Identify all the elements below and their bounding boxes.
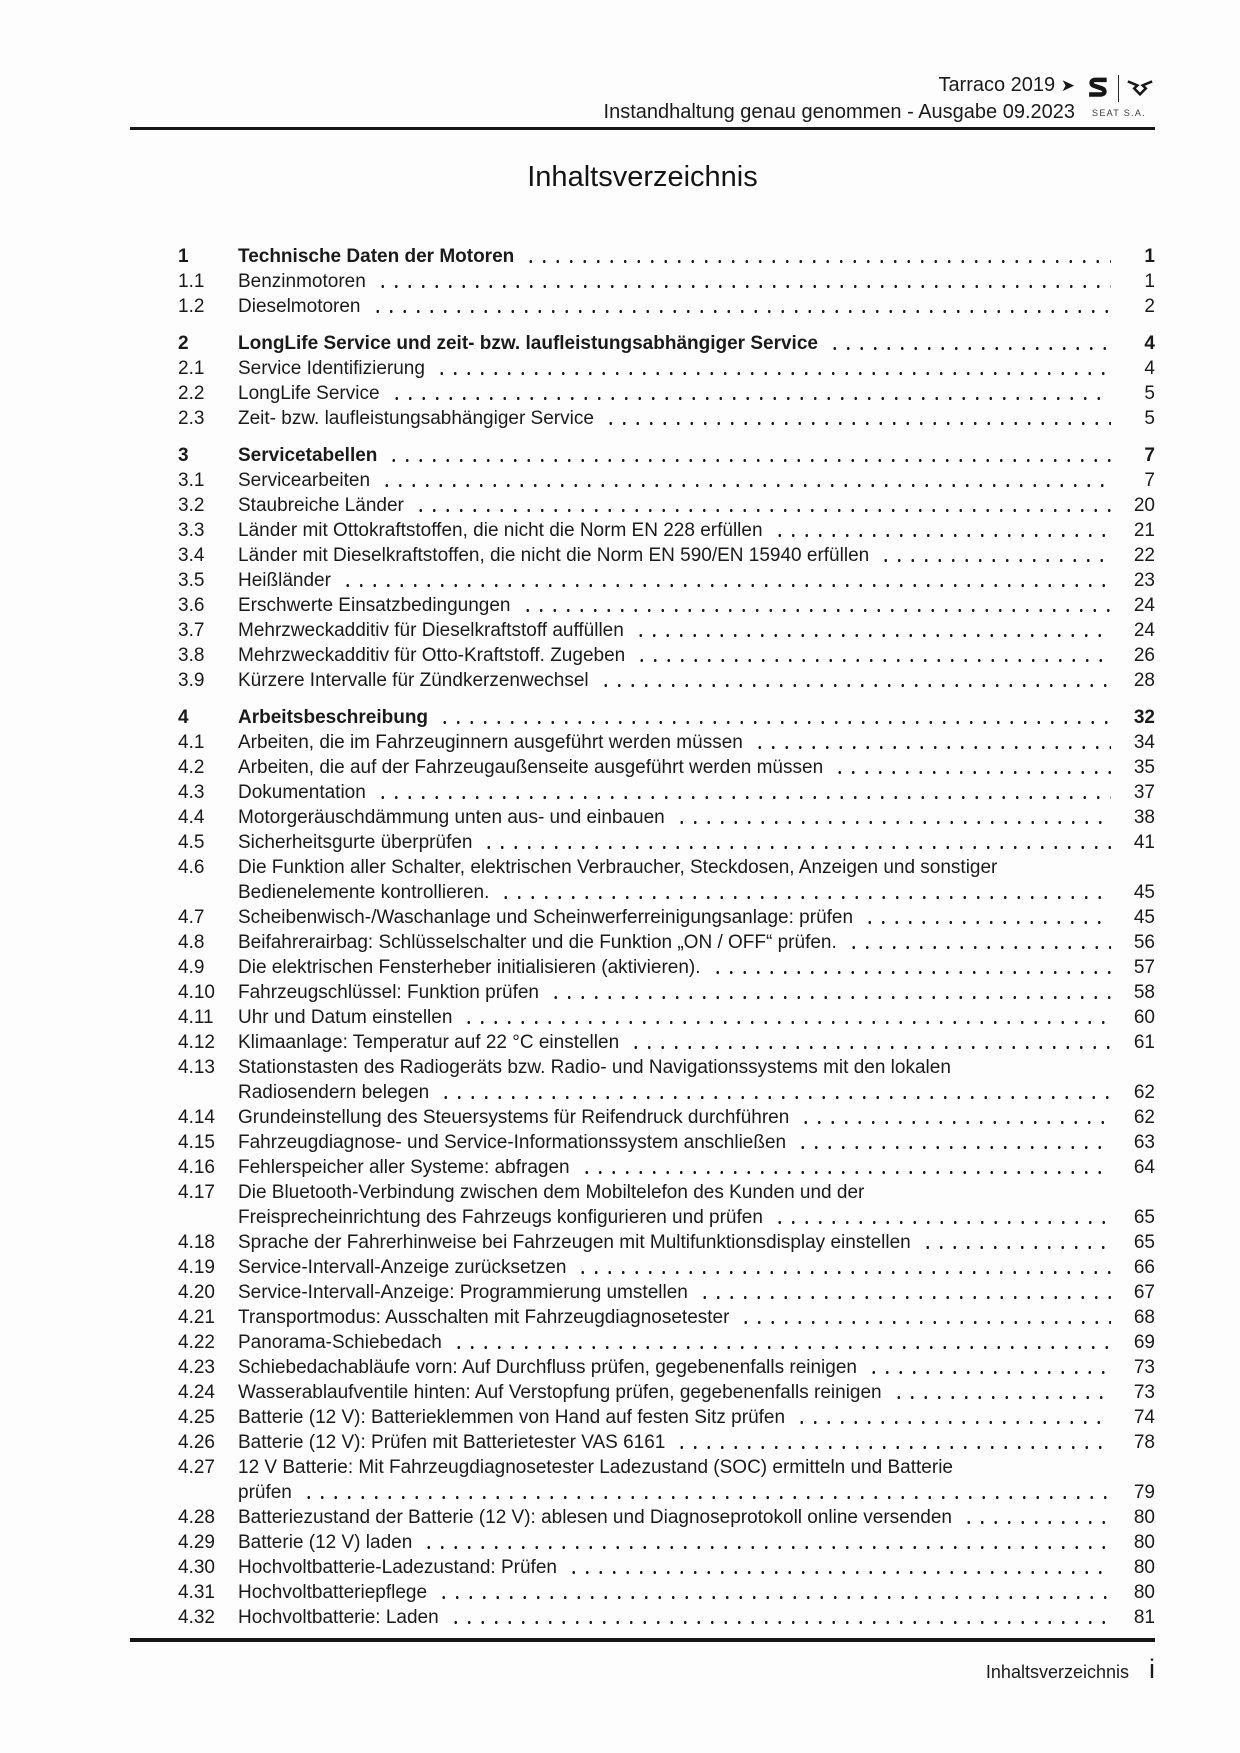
arrow-right-icon: ➤	[1060, 76, 1075, 95]
toc-entry-line	[130, 1080, 1155, 1105]
dot-leader	[414, 508, 1111, 513]
toc-entry-title: Hochvoltbatteriepflege	[238, 1582, 428, 1603]
toc-entry-title: Servicetabellen	[238, 445, 378, 466]
dot-leader	[449, 1620, 1111, 1625]
toc-entry-title: Dokumentation	[238, 782, 366, 803]
toc-entry-title: Technische Daten der Motoren	[238, 246, 515, 267]
toc-entry-number: 4.32	[178, 1607, 215, 1628]
dot-leader	[795, 1420, 1111, 1425]
dot-leader	[879, 558, 1111, 563]
toc-entry-line	[130, 294, 1155, 319]
toc-entry-page: 80	[1133, 1532, 1155, 1553]
toc-entry-line	[130, 855, 1155, 880]
toc-entry-page: 56	[1133, 932, 1155, 953]
toc-entry-page: 24	[1133, 620, 1155, 641]
toc-entry-page: 73	[1133, 1357, 1155, 1378]
toc-entry-line	[130, 643, 1155, 668]
toc-entry-number: 3.7	[178, 620, 205, 641]
toc-entry-line	[130, 443, 1155, 468]
toc-entry-page: 35	[1133, 757, 1155, 778]
toc-entry-line	[130, 755, 1155, 780]
toc-entry-line	[130, 1430, 1155, 1455]
toc-entry-number: 3.5	[178, 570, 205, 591]
toc-entry-page: 80	[1133, 1582, 1155, 1603]
toc-entry-title: Hochvoltbatterie: Laden	[238, 1607, 439, 1628]
dot-leader	[437, 1595, 1111, 1600]
toc-entry-title: LongLife Service und zeit- bzw. laufleistungsabhängiger Service	[238, 333, 818, 354]
table-of-contents	[130, 232, 1155, 1630]
dot-leader	[435, 371, 1111, 376]
toc-entry-page: 80	[1133, 1557, 1155, 1578]
dot-leader	[753, 745, 1111, 750]
toc-entry-title: Radiosendern belegen	[238, 1082, 430, 1103]
toc-entry-number: 4.8	[178, 932, 205, 953]
toc-entry-title: Mehrzweckadditiv für Dieselkraftstoff auffüllen	[238, 620, 624, 641]
dot-leader	[635, 658, 1111, 663]
brand-block	[1082, 73, 1156, 118]
toc-entry-page: 69	[1133, 1332, 1155, 1353]
dot-leader	[675, 1445, 1111, 1450]
toc-entry-number: 4.5	[178, 832, 205, 853]
toc-entry-page: 34	[1133, 732, 1155, 753]
toc-entry-page: 60	[1133, 1007, 1155, 1028]
toc-entry-page: 45	[1133, 907, 1155, 928]
toc-entry-line	[130, 618, 1155, 643]
toc-entry-number: 4.29	[178, 1532, 215, 1553]
page-title: Inhaltsverzeichnis	[527, 161, 758, 193]
toc-entry-line	[130, 1505, 1155, 1530]
dot-leader	[380, 483, 1111, 488]
dot-leader	[867, 1370, 1111, 1375]
toc-entry-line	[130, 955, 1155, 980]
toc-entry-page: 4	[1144, 358, 1155, 379]
toc-entry-page: 37	[1133, 782, 1155, 803]
toc-entry-number: 4.24	[178, 1382, 215, 1403]
dot-leader	[828, 346, 1111, 351]
toc-entry-page: 68	[1133, 1307, 1155, 1328]
dot-leader	[371, 309, 1112, 314]
toc-entry-line	[130, 830, 1155, 855]
dot-leader	[376, 795, 1111, 800]
toc-entry-title: Motorgeräuschdämmung unten aus- und einbauen	[238, 807, 665, 828]
dot-leader	[576, 1270, 1111, 1275]
toc-entry-page: 28	[1133, 670, 1155, 691]
footer-page-number: i	[1149, 1654, 1155, 1684]
toc-entry-page: 78	[1133, 1432, 1155, 1453]
toc-entry-page: 22	[1133, 545, 1155, 566]
toc-entry-line	[130, 1105, 1155, 1130]
toc-entry-title: Schiebedachabläufe vorn: Auf Durchfluss prüfen, gegebenenfalls reinigen	[238, 1357, 857, 1378]
toc-entry-page: 38	[1133, 807, 1155, 828]
toc-entry-line	[130, 805, 1155, 830]
dot-leader	[847, 945, 1111, 950]
toc-entry-number: 4.15	[178, 1132, 215, 1153]
toc-entry-line	[130, 1580, 1155, 1605]
dot-leader	[604, 421, 1111, 426]
toc-entry-page: 61	[1133, 1032, 1155, 1053]
toc-entry-line	[130, 1380, 1155, 1405]
toc-entry-line	[130, 1355, 1155, 1380]
page-footer	[130, 1654, 1155, 1685]
toc-entry-number: 4.28	[178, 1507, 215, 1528]
toc-entry-number: 4.17	[178, 1182, 215, 1203]
toc-entry-page: 24	[1133, 595, 1155, 616]
toc-entry-line	[130, 930, 1155, 955]
toc-entry-line	[130, 381, 1155, 406]
toc-entry-number: 3.1	[178, 470, 205, 491]
toc-entry-line	[130, 1605, 1155, 1630]
toc-entry-number: 1.1	[178, 271, 205, 292]
dot-leader	[833, 770, 1111, 775]
toc-entry-title: Transportmodus: Ausschalten mit Fahrzeugdiagnosetester	[238, 1307, 730, 1328]
toc-entry-number: 4.14	[178, 1107, 215, 1128]
toc-entry-number: 3.3	[178, 520, 205, 541]
dot-leader	[921, 1245, 1111, 1250]
dot-leader	[302, 1495, 1111, 1500]
toc-entry-line	[130, 668, 1155, 693]
brand-logos	[1082, 73, 1156, 103]
toc-entry-page: 58	[1133, 982, 1155, 1003]
toc-entry-title: Die elektrischen Fensterheber initialisieren (aktivieren).	[238, 957, 701, 978]
toc-entry-line	[130, 730, 1155, 755]
toc-entry-title: Fahrzeugschlüssel: Funktion prüfen	[238, 982, 539, 1003]
toc-entry-number: 2.2	[178, 383, 205, 404]
toc-entry-number: 4.20	[178, 1282, 215, 1303]
toc-entry-number: 4.18	[178, 1232, 215, 1253]
toc-entry-number: 4.3	[178, 782, 205, 803]
toc-entry-line	[130, 1330, 1155, 1355]
dot-leader	[711, 970, 1111, 975]
toc-entry-number: 4.1	[178, 732, 205, 753]
toc-entry-title: Klimaanlage: Temperatur auf 22 °C einstellen	[238, 1032, 620, 1053]
toc-entry-title: Batteriezustand der Batterie (12 V): ablesen und Diagnoseprotokoll online versenden	[238, 1507, 953, 1528]
toc-entry-title: prüfen	[238, 1482, 292, 1503]
header-subtitle: Instandhaltung genau genommen - Ausgabe 09.2023	[603, 101, 1075, 123]
header-rule	[130, 127, 1155, 130]
dot-leader	[962, 1520, 1111, 1525]
header-model: Tarraco 2019	[938, 74, 1056, 96]
toc-entry-line	[130, 1555, 1155, 1580]
toc-entry-line	[130, 1130, 1155, 1155]
toc-entry-line	[130, 1305, 1155, 1330]
dot-leader	[675, 820, 1111, 825]
dot-leader	[499, 895, 1111, 900]
toc-entry-line	[130, 1180, 1155, 1205]
toc-entry-title: Länder mit Dieselkraftstoffen, die nicht die Norm EN 590/EN 15940 erfüllen	[238, 545, 870, 566]
toc-entry-line	[130, 1055, 1155, 1080]
brand-company-name: SEAT S.A.	[1092, 108, 1146, 118]
dot-leader	[567, 1570, 1111, 1575]
toc-entry-number: 4.9	[178, 957, 205, 978]
toc-entry-page: 65	[1133, 1232, 1155, 1253]
toc-entry-number: 4.30	[178, 1557, 215, 1578]
toc-entry-line	[130, 780, 1155, 805]
page-header-text	[604, 72, 1075, 126]
toc-entry-title: Sprache der Fahrerhinweise bei Fahrzeugen mit Multifunktionsdisplay einstellen	[238, 1232, 911, 1253]
dot-leader	[387, 458, 1111, 463]
toc-entry-line	[130, 1530, 1155, 1555]
dot-leader	[521, 608, 1111, 613]
toc-entry-title: Fahrzeugdiagnose- und Service-Informationssystem anschließen	[238, 1132, 787, 1153]
toc-entry-page: 32	[1133, 707, 1155, 728]
dot-leader	[482, 845, 1111, 850]
toc-entry-page: 64	[1133, 1157, 1155, 1178]
toc-entry-title: Staubreiche Länder	[238, 495, 404, 516]
toc-entry-page: 73	[1133, 1382, 1155, 1403]
dot-leader	[524, 259, 1111, 264]
toc-entry-title: Fehlerspeicher aller Systeme: abfragen	[238, 1157, 570, 1178]
toc-entry-number: 4.13	[178, 1057, 215, 1078]
seat-logo-icon	[1085, 76, 1111, 100]
cupra-logo-icon	[1126, 76, 1154, 100]
toc-entry-page: 74	[1133, 1407, 1155, 1428]
toc-entry-number: 4.23	[178, 1357, 215, 1378]
toc-entry-title: Bedienelemente kontrollieren.	[238, 882, 490, 903]
toc-entry-title: Batterie (12 V): Prüfen mit Batterietester VAS 6161	[238, 1432, 666, 1453]
dot-leader	[698, 1295, 1111, 1300]
toc-entry-number: 4	[178, 707, 189, 728]
toc-entry-number: 4.12	[178, 1032, 215, 1053]
toc-entry-title: Service-Intervall-Anzeige: Programmierung umstellen	[238, 1282, 688, 1303]
toc-entry-page: 79	[1133, 1482, 1155, 1503]
toc-entry-number: 3.2	[178, 495, 205, 516]
toc-entry-line	[130, 880, 1155, 905]
toc-entry-page: 1	[1144, 246, 1155, 267]
toc-entry-number: 4.22	[178, 1332, 215, 1353]
toc-entry-page: 23	[1133, 570, 1155, 591]
toc-entry-page: 20	[1133, 495, 1155, 516]
dot-leader	[376, 284, 1111, 289]
toc-entry-line	[130, 1030, 1155, 1055]
toc-entry-title: Zeit- bzw. laufleistungsabhängiger Service	[238, 408, 594, 429]
toc-entry-number: 4.10	[178, 982, 215, 1003]
toc-entry-number: 2.1	[178, 358, 205, 379]
toc-entry-page: 7	[1144, 470, 1155, 491]
dot-leader	[462, 1020, 1111, 1025]
header-model-line	[604, 72, 1075, 99]
toc-entry-page: 5	[1144, 383, 1155, 404]
dot-leader	[739, 1320, 1111, 1325]
toc-entry-title: Service Identifizierung	[238, 358, 425, 379]
toc-entry-page: 2	[1144, 296, 1155, 317]
toc-entry-title: Wasserablaufventile hinten: Auf Verstopfung prüfen, gegebenenfalls reinigen	[238, 1382, 882, 1403]
toc-entry-number: 2	[178, 333, 189, 354]
toc-entry-line	[130, 1405, 1155, 1430]
toc-entry-number: 4.6	[178, 857, 205, 878]
toc-entry-line	[130, 468, 1155, 493]
dot-leader	[796, 1145, 1111, 1150]
toc-entry-line	[130, 543, 1155, 568]
toc-entry-title: Service-Intervall-Anzeige zurücksetzen	[238, 1257, 567, 1278]
toc-entry-page: 1	[1144, 271, 1155, 292]
toc-entry-title: Kürzere Intervalle für Zündkerzenwechsel	[238, 670, 589, 691]
toc-entry-line	[130, 1455, 1155, 1480]
toc-entry-number: 3.8	[178, 645, 205, 666]
toc-entry-title: Arbeitsbeschreibung	[238, 707, 429, 728]
toc-entry-number: 4.7	[178, 907, 205, 928]
footer-rule	[130, 1638, 1155, 1642]
toc-entry-line	[130, 1005, 1155, 1030]
toc-entry-number: 1.2	[178, 296, 205, 317]
toc-entry-number: 1	[178, 246, 189, 267]
toc-entry-title: Hochvoltbatterie-Ladezustand: Prüfen	[238, 1557, 557, 1578]
dot-leader	[799, 1120, 1111, 1125]
toc-entry-number: 4.19	[178, 1257, 215, 1278]
toc-entry-number: 3.9	[178, 670, 205, 691]
toc-entry-title: Beifahrerairbag: Schlüsselschalter und die Funktion „ON / OFF“ prüfen.	[238, 932, 837, 953]
toc-entry-title: 12 V Batterie: Mit Fahrzeugdiagnosetester Ladezustand (SOC) ermitteln und Batterie	[238, 1457, 953, 1478]
toc-entry-title: LongLife Service	[238, 383, 380, 404]
toc-entry-page: 65	[1133, 1207, 1155, 1228]
toc-entry-number: 4.16	[178, 1157, 215, 1178]
dot-leader	[341, 583, 1111, 588]
toc-entry-line	[130, 905, 1155, 930]
toc-entry-number: 3.6	[178, 595, 205, 616]
toc-entry-line	[130, 331, 1155, 356]
toc-entry-page: 5	[1144, 408, 1155, 429]
dot-leader	[629, 1045, 1111, 1050]
toc-entry-line	[130, 1230, 1155, 1255]
dot-leader	[892, 1395, 1111, 1400]
toc-entry-page: 4	[1144, 333, 1155, 354]
dot-leader	[634, 633, 1111, 638]
toc-entry-page: 67	[1133, 1282, 1155, 1303]
brand-divider	[1118, 75, 1119, 102]
toc-entry-title: Scheibenwisch-/Waschanlage und Scheinwerferreinigungsanlage: prüfen	[238, 907, 854, 928]
toc-entry-line	[130, 493, 1155, 518]
dot-leader	[549, 995, 1111, 1000]
toc-entry-title: Arbeiten, die im Fahrzeuginnern ausgeführt werden müssen	[238, 732, 743, 753]
toc-entry-line	[130, 980, 1155, 1005]
toc-entry-title: Freisprecheinrichtung des Fahrzeugs konfigurieren und prüfen	[238, 1207, 763, 1228]
toc-entry-line	[130, 244, 1155, 269]
toc-entry-line	[130, 1155, 1155, 1180]
dot-leader	[438, 720, 1111, 725]
toc-entry-number: 4.26	[178, 1432, 215, 1453]
dot-leader	[773, 1220, 1111, 1225]
toc-entry-title: Benzinmotoren	[238, 271, 366, 292]
toc-entry-line	[130, 705, 1155, 730]
toc-entry-line	[130, 1205, 1155, 1230]
toc-entry-page: 66	[1133, 1257, 1155, 1278]
toc-entry-title: Servicearbeiten	[238, 470, 371, 491]
toc-entry-number: 4.2	[178, 757, 205, 778]
toc-entry-page: 81	[1133, 1607, 1155, 1628]
toc-entry-line	[130, 1255, 1155, 1280]
toc-entry-page: 62	[1133, 1107, 1155, 1128]
toc-entry-page: 7	[1144, 445, 1155, 466]
toc-entry-page: 63	[1133, 1132, 1155, 1153]
toc-entry-title: Panorama-Schiebedach	[238, 1332, 442, 1353]
toc-entry-page: 57	[1133, 957, 1155, 978]
toc-entry-number: 4.25	[178, 1407, 215, 1428]
toc-entry-number: 3	[178, 445, 189, 466]
toc-entry-line	[130, 593, 1155, 618]
toc-entry-title: Mehrzweckadditiv für Otto-Kraftstoff. Zugeben	[238, 645, 626, 666]
dot-leader	[599, 683, 1111, 688]
toc-entry-number: 4.21	[178, 1307, 215, 1328]
toc-entry-line	[130, 568, 1155, 593]
dot-leader	[580, 1170, 1111, 1175]
dot-leader	[422, 1545, 1111, 1550]
toc-entry-title: Die Bluetooth-Verbindung zwischen dem Mobiltelefon des Kunden und der	[238, 1182, 865, 1203]
dot-leader	[439, 1095, 1111, 1100]
toc-entry-title: Dieselmotoren	[238, 296, 361, 317]
toc-entry-title: Grundeinstellung des Steuersystems für Reifendruck durchführen	[238, 1107, 790, 1128]
dot-leader	[773, 533, 1111, 538]
toc-entry-number: 4.4	[178, 807, 205, 828]
toc-entry-number: 2.3	[178, 408, 205, 429]
toc-entry-line	[130, 356, 1155, 381]
toc-entry-line	[130, 269, 1155, 294]
dot-leader	[452, 1345, 1111, 1350]
toc-entry-title: Stationstasten des Radiogeräts bzw. Radio- und Navigationssystems mit den lokalen	[238, 1057, 951, 1078]
toc-entry-page: 80	[1133, 1507, 1155, 1528]
toc-entry-title: Heißländer	[238, 570, 331, 591]
toc-entry-number: 4.31	[178, 1582, 215, 1603]
dot-leader	[863, 920, 1111, 925]
toc-entry-title: Erschwerte Einsatzbedingungen	[238, 595, 511, 616]
toc-entry-page: 26	[1133, 645, 1155, 666]
toc-entry-page: 21	[1133, 520, 1155, 541]
toc-entry-line	[130, 1280, 1155, 1305]
toc-entry-line	[130, 406, 1155, 431]
toc-entry-line	[130, 518, 1155, 543]
dot-leader	[390, 396, 1111, 401]
toc-entry-line	[130, 1480, 1155, 1505]
toc-entry-title: Die Funktion aller Schalter, elektrischen Verbraucher, Steckdosen, Anzeigen und sonstiger	[238, 857, 998, 878]
toc-entry-title: Sicherheitsgurte überprüfen	[238, 832, 473, 853]
toc-entry-number: 4.27	[178, 1457, 215, 1478]
toc-entry-title: Batterie (12 V) laden	[238, 1532, 413, 1553]
toc-entry-title: Uhr und Datum einstellen	[238, 1007, 453, 1028]
toc-entry-page: 45	[1133, 882, 1155, 903]
toc-entry-page: 62	[1133, 1082, 1155, 1103]
toc-entry-number: 4.11	[178, 1007, 214, 1028]
toc-entry-title: Batterie (12 V): Batterieklemmen von Hand auf festen Sitz prüfen	[238, 1407, 786, 1428]
toc-entry-title: Arbeiten, die auf der Fahrzeugaußenseite ausgeführt werden müssen	[238, 757, 824, 778]
footer-section-label: Inhaltsverzeichnis	[985, 1662, 1129, 1682]
toc-entry-page: 41	[1133, 832, 1155, 853]
toc-entry-number: 3.4	[178, 545, 205, 566]
toc-entry-title: Länder mit Ottokraftstoffen, die nicht die Norm EN 228 erfüllen	[238, 520, 763, 541]
